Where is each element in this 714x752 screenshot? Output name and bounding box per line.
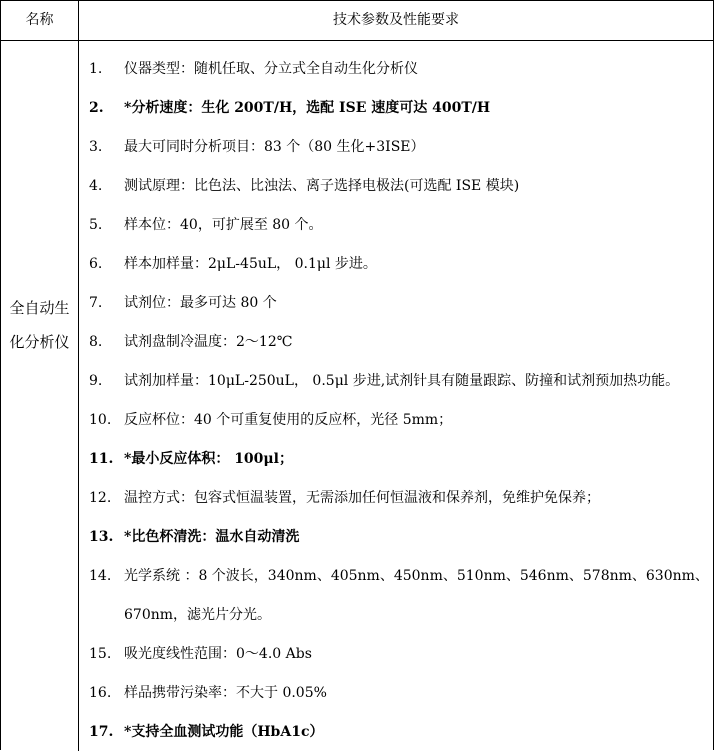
spec-item-text: 样品携带污染率：不大于 0.05%	[124, 685, 327, 701]
spec-item-10	[79, 401, 713, 440]
spec-item-text: 光学系统 ：8 个波长，340nm、405nm、450nm、510nm、546nm、578nm、630nm、670nm，滤光片分光。	[124, 568, 709, 623]
spec-item-number: 11.	[89, 451, 114, 467]
spec-item-7	[79, 284, 713, 323]
spec-item-text: *最小反应体积： 100μl；	[124, 451, 293, 467]
spec-item-4	[79, 167, 713, 206]
spec-item-number: 5.	[89, 217, 103, 233]
spec-item-14	[79, 557, 713, 635]
spec-item-16	[79, 674, 713, 713]
spec-list	[79, 50, 713, 752]
spec-item-text: 试剂位：最多可达 80 个	[124, 295, 277, 311]
spec-item-text: 测试原理：比色法、比浊法、离子选择电极法(可选配 ISE 模块)	[124, 178, 520, 194]
device-name-cell	[1, 291, 78, 359]
spec-item-text: 试剂盘制冷温度：2～12℃	[124, 334, 293, 350]
spec-item-6	[79, 245, 713, 284]
spec-item-8	[79, 323, 713, 362]
spec-item-text: 样本位：40，可扩展至 80 个。	[124, 217, 323, 233]
spec-item-17	[79, 713, 713, 752]
spec-item-15	[79, 635, 713, 674]
spec-item-13	[79, 518, 713, 557]
spec-item-text: 温控方式：包容式恒温装置，无需添加任何恒温液和保养剂，免维护免保养；	[124, 490, 600, 506]
spec-item-1	[79, 50, 713, 89]
spec-item-number: 15.	[89, 646, 112, 662]
spec-item-text: 吸光度线性范围：0～4.0 Abs	[124, 646, 312, 662]
spec-item-text: *支持全血测试功能（HbA1c）	[124, 724, 324, 740]
spec-item-number: 10.	[89, 412, 112, 428]
spec-item-text: 反应杯位：40 个可重复使用的反应杯，光径 5mm；	[124, 412, 453, 428]
spec-item-12	[79, 479, 713, 518]
spec-item-number: 6.	[89, 256, 103, 272]
device-name-line-1: 全自动生	[9, 299, 70, 317]
spec-item-text: 样本加样量：2μL-45uL， 0.1μl 步进。	[124, 256, 377, 272]
spec-item-number: 12.	[89, 490, 112, 506]
spec-item-number: 8.	[89, 334, 103, 350]
spec-item-number: 9.	[89, 373, 103, 389]
spec-item-text: *分析速度：生化 200T/H，选配 ISE 速度可达 400T/H	[124, 100, 491, 116]
spec-item-number: 3.	[89, 139, 103, 155]
header-name-cell: 名称	[25, 12, 54, 28]
spec-item-5	[79, 206, 713, 245]
spec-item-number: 13.	[89, 529, 114, 545]
spec-item-number: 16.	[89, 685, 112, 701]
spec-item-number: 14.	[89, 568, 112, 584]
spec-item-number: 2.	[89, 100, 104, 116]
spec-item-11	[79, 440, 713, 479]
header-spec-cell: 技术参数及性能要求	[333, 12, 459, 28]
spec-item-text: *比色杯清洗：温水自动清洗	[124, 529, 300, 545]
spec-item-number: 7.	[89, 295, 103, 311]
spec-item-text: 最大可同时分析项目：83 个（80 生化+3ISE）	[124, 139, 425, 155]
device-name-line-2: 化分析仪	[9, 333, 70, 351]
spec-item-number: 1.	[89, 61, 103, 77]
spec-item-2	[79, 89, 713, 128]
spec-item-number: 17.	[89, 724, 114, 740]
spec-item-number: 4.	[89, 178, 103, 194]
spec-item-3	[79, 128, 713, 167]
spec-item-9	[79, 362, 713, 401]
spec-item-text: 仪器类型：随机任取、分立式全自动生化分析仪	[124, 61, 418, 77]
spec-item-text: 试剂加样量：10μL-250uL， 0.5μl 步进,试剂针具有随量跟踪、防撞和试剂预加热功能。	[124, 373, 680, 389]
